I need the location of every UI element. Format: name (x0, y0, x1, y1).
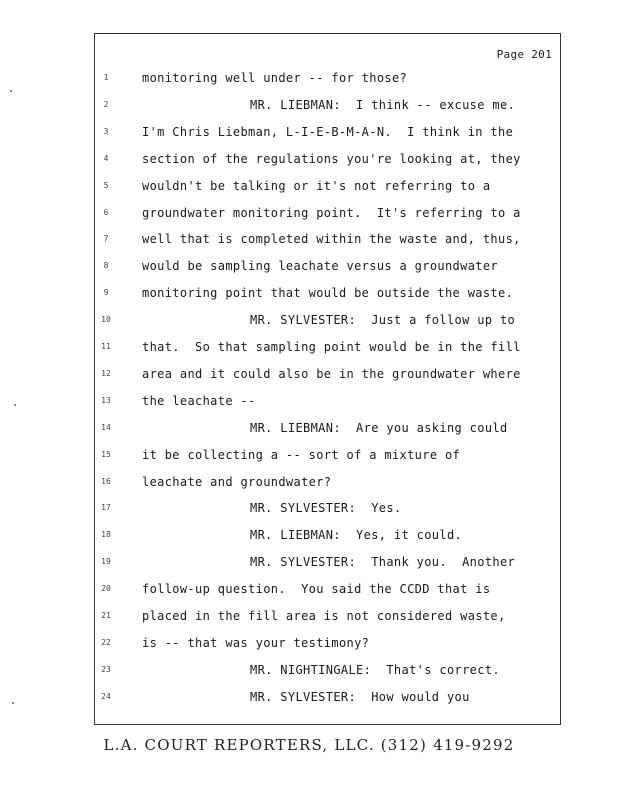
transcript-line (95, 203, 560, 223)
line-number: 5 (103, 180, 109, 190)
line-text: the leachate -- (142, 393, 256, 408)
line-number: 11 (101, 342, 111, 351)
line-number: 2 (103, 99, 109, 109)
transcript-line (95, 660, 560, 680)
line-number: 19 (101, 557, 111, 567)
transcript-line (95, 229, 560, 249)
line-number: 8 (103, 261, 109, 271)
transcript-line (95, 687, 560, 707)
line-text: follow-up question. You said the CCDD that is (142, 582, 491, 597)
transcript-line (95, 391, 560, 411)
line-number: 7 (103, 234, 109, 244)
transcript-page (94, 33, 561, 725)
line-number: 14 (101, 422, 111, 432)
line-number: 9 (103, 288, 109, 298)
line-number: 12 (101, 368, 111, 378)
line-number: 20 (101, 584, 111, 594)
transcript-line (95, 176, 560, 196)
line-text: MR. SYLVESTER: Thank you. Another (250, 555, 516, 570)
line-text: MR. LIEBMAN: I think -- excuse me. (250, 97, 516, 112)
line-text: monitoring point that would be outside the waste. (142, 286, 514, 301)
line-text: MR. NIGHTINGALE: That's correct. (250, 662, 500, 677)
line-text: MR. LIEBMAN: Yes, it could. (250, 528, 463, 543)
line-number: 23 (101, 664, 111, 674)
line-number: 13 (101, 395, 111, 405)
line-text: MR. LIEBMAN: Are you asking could (250, 420, 508, 435)
transcript-line (95, 498, 560, 518)
line-text: that. So that sampling point would be in the fill (142, 340, 521, 354)
page-number: Page 201 (496, 48, 552, 61)
transcript-line (95, 256, 560, 276)
transcript-line (95, 472, 560, 492)
line-text: I'm Chris Liebman, L-I-E-B-M-A-N. I think in the (142, 124, 514, 139)
line-text: MR. SYLVESTER: Just a follow up to (250, 313, 516, 328)
transcript-line (95, 525, 560, 545)
transcript-line (95, 606, 560, 626)
line-number: 1 (103, 73, 109, 82)
line-text: area and it could also be in the groundwater where (142, 366, 521, 381)
line-number: 18 (101, 530, 111, 540)
line-text: would be sampling leachate versus a groundwater (142, 259, 499, 274)
line-number: 3 (103, 126, 109, 136)
transcript-line (95, 149, 560, 169)
line-number: 4 (103, 153, 109, 163)
line-text: section of the regulations you're looking at, they (142, 151, 521, 166)
line-number: 6 (103, 207, 109, 217)
transcript-line (95, 579, 560, 599)
scan-speck (12, 702, 14, 704)
transcript-line (95, 445, 560, 465)
scan-speck (14, 404, 16, 406)
transcript-line (95, 310, 560, 330)
transcript-line (95, 122, 560, 142)
line-number: 16 (101, 476, 111, 486)
transcript-line (95, 364, 560, 384)
line-number: 24 (101, 691, 111, 701)
transcript-line (95, 552, 560, 572)
line-number: 15 (101, 449, 111, 459)
line-number: 21 (101, 611, 111, 620)
line-number: 17 (101, 503, 111, 513)
transcript-line (95, 633, 560, 653)
transcript-line (95, 95, 560, 115)
line-text: MR. SYLVESTER: Yes. (250, 501, 402, 516)
transcript-line (95, 283, 560, 303)
line-text: MR. SYLVESTER: How would you (250, 689, 470, 704)
court-reporter-footer: L.A. COURT REPORTERS, LLC. (312) 419-9292 (103, 736, 515, 754)
line-text: leachate and groundwater? (142, 474, 332, 489)
line-text: groundwater monitoring point. It's referring to a (142, 205, 521, 220)
scan-speck (10, 90, 12, 92)
line-number: 10 (101, 315, 111, 325)
line-text: wouldn't be talking or it's not referring to a (142, 178, 491, 193)
line-text: it be collecting a -- sort of a mixture of (142, 447, 461, 462)
transcript-line (95, 68, 560, 88)
transcript-line (95, 337, 560, 357)
transcript-line (95, 418, 560, 438)
line-number: 22 (101, 637, 111, 647)
line-text: well that is completed within the waste and, thus, (142, 232, 521, 247)
line-text: placed in the fill area is not considered waste, (142, 609, 506, 623)
line-text: is -- that was your testimony? (142, 635, 370, 650)
line-text: monitoring well under -- for those? (142, 71, 408, 85)
